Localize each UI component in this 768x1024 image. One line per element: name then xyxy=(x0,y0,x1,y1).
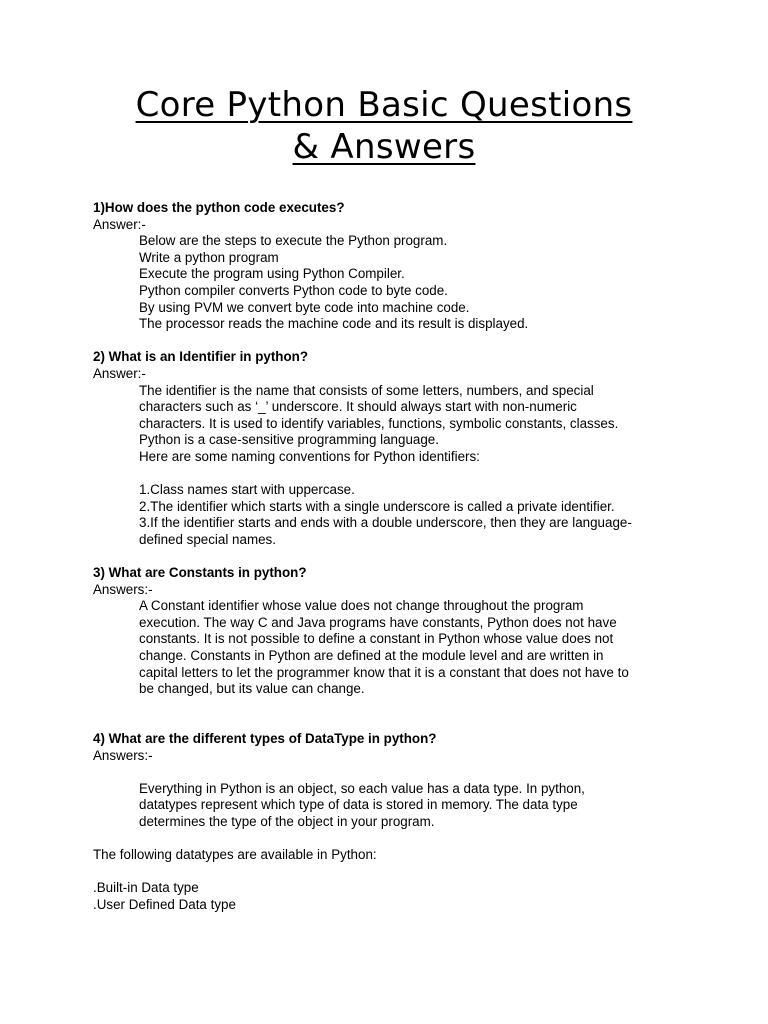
answer-line: be changed, but its value can change. xyxy=(139,681,365,697)
answer-line: The processor reads the machine code and its result is displayed. xyxy=(139,316,529,332)
naming-rule: 3.If the identifier starts and ends with a double underscore, then they are language- xyxy=(139,515,632,531)
answer-line: characters. It is used to identify variables, functions, symbolic constants, classes. xyxy=(139,415,619,431)
datatypes-intro: The following datatypes are available in Python: xyxy=(93,847,377,863)
answer-line: The identifier is the name that consists of some letters, numbers, and special xyxy=(139,382,594,398)
answer-label: Answer:- xyxy=(93,216,146,232)
datatype-item: .User Defined Data type xyxy=(93,896,236,912)
answer-line: constants. It is not possible to define a constant in Python whose value does not xyxy=(139,631,614,647)
answer-line: characters such as ‘_’ underscore. It should always start with non-numeric xyxy=(139,399,577,415)
question-block-2 xyxy=(93,349,673,548)
answer-line: Below are the steps to execute the Python program. xyxy=(139,233,448,249)
answer-line: determines the type of the object in your program. xyxy=(139,813,435,829)
answer-line: Here are some naming conventions for Python identifiers: xyxy=(139,448,480,464)
answer-label: Answers:- xyxy=(93,581,153,597)
title-line-2: & Answers xyxy=(292,127,476,167)
naming-rule: 2.The identifier which starts with a single underscore is called a private identifier. xyxy=(139,498,615,514)
answer-label: Answer:- xyxy=(93,365,146,381)
answer-line: Python is a case-sensitive programming language. xyxy=(139,432,439,448)
answer-line: execution. The way C and Java programs have constants, Python does not have xyxy=(139,614,617,630)
page-title xyxy=(0,84,768,168)
answer-line: Python compiler converts Python code to byte code. xyxy=(139,282,448,298)
answer-line: A Constant identifier whose value does not change throughout the program xyxy=(139,598,584,614)
answer-line: By using PVM we convert byte code into machine code. xyxy=(139,299,470,315)
naming-rule: defined special names. xyxy=(139,531,276,547)
answer-line: Everything in Python is an object, so each value has a data type. In python, xyxy=(139,780,585,796)
answer-line: Write a python program xyxy=(139,249,279,265)
answer-line: capital letters to let the programmer know that it is a constant that does not have to xyxy=(139,664,629,680)
question-block-4 xyxy=(93,731,673,914)
answer-line: change. Constants in Python are defined at the module level and are written in xyxy=(139,648,604,664)
question-block-1 xyxy=(93,200,673,333)
naming-rule: 1.Class names start with uppercase. xyxy=(139,482,355,498)
question-heading: 3) What are Constants in python? xyxy=(93,565,307,581)
title-line-1: Core Python Basic Questions xyxy=(135,85,633,125)
answer-line: datatypes represent which type of data is stored in memory. The data type xyxy=(139,797,578,813)
document-body xyxy=(93,200,673,914)
question-block-3 xyxy=(93,565,673,698)
answer-line: Execute the program using Python Compiler. xyxy=(139,266,405,282)
question-heading: 4) What are the different types of DataType in python? xyxy=(93,731,437,746)
question-heading: 2) What is an Identifier in python? xyxy=(93,349,308,365)
datatype-item: .Built-in Data type xyxy=(93,880,199,896)
answer-label: Answers:- xyxy=(93,747,153,763)
question-heading: 1)How does the python code executes? xyxy=(93,200,345,215)
